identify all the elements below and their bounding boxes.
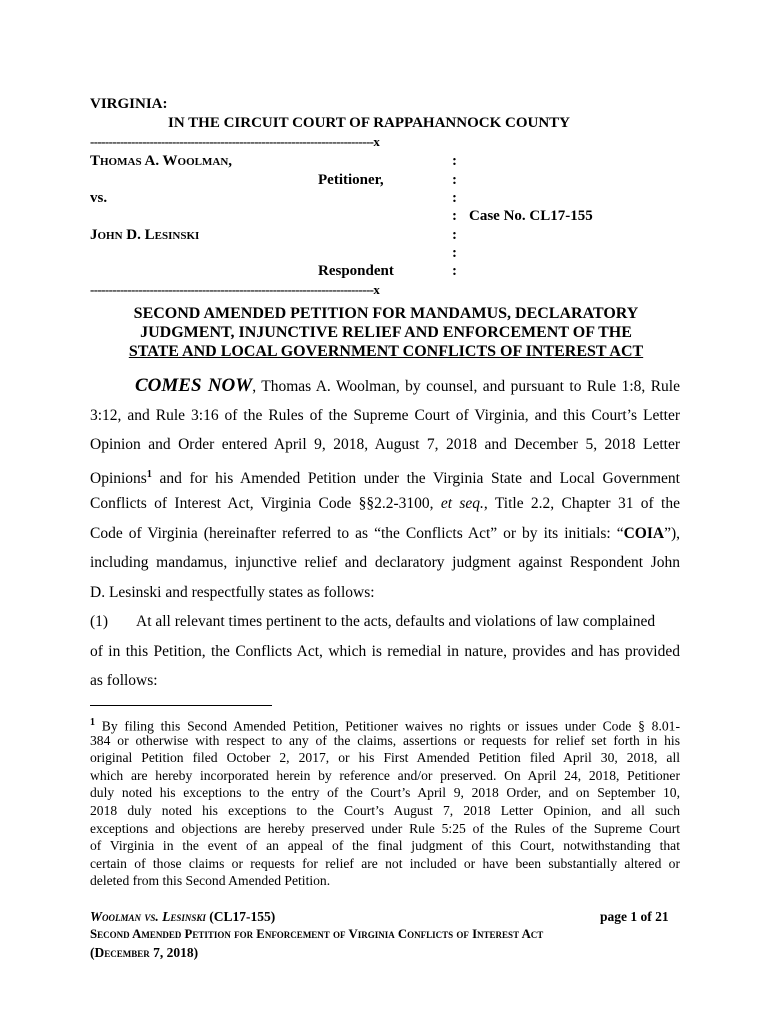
case-number: Case No. CL17-155 [469,208,593,224]
caption-colon: : [452,172,457,188]
body-text: , Thomas A. Woolman, by counsel, and pursuant to Rule 1:8, Rule [252,378,680,395]
body-text: Opinions [90,469,147,487]
body-line: as follows: [90,672,158,689]
coia-abbreviation: COIA [623,524,665,542]
body-line: including mandamus, injunctive relief and declaratory judgment against Respondent John [90,554,680,571]
body-text: Code of Virginia (hereinafter referred to as “the Conflicts Act” or by its initials: “ [90,524,624,542]
footer-date: (December 7, 2018) [90,945,199,960]
caption-colon: : [452,245,457,261]
caption-divider-bottom: ----------------------------------------------------------------------------x [90,282,380,297]
body-text: At all relevant times pertinent to the acts, defaults and violations of law complained [136,613,656,630]
body-text: ”), [664,524,680,542]
document-title-line-2: JUDGMENT, INJUNCTIVE RELIEF AND ENFORCEMENT OF THE [140,324,632,341]
body-text: and for his Amended Petition under the Virginia State and Local Government [151,469,680,487]
body-line: Opinion and Order entered April 9, 2018, August 7, 2018 and December 5, 2018 Letter [90,436,680,453]
body-line: of in this Petition, the Conflicts Act, which is remedial in nature, provides and has provided [90,642,680,660]
comes-now-phrase: COMES NOW [135,375,253,396]
footnote-separator [90,705,272,706]
footnote-line: 2018 duly noted his exceptions to the Court’s August 7, 2018 Letter Opinion, and all such [90,802,680,818]
body-line [90,519,680,549]
paragraph-number: (1) [90,613,109,630]
caption-colon: : [452,208,457,224]
footnote-line: which are hereby incorporated herein by reference and/or preserved. On April 24, 2018, Petitioner [90,767,680,783]
page-number: page 1 of 21 [600,909,669,924]
document-title-line-3-text: STATE AND LOCAL GOVERNMENT CONFLICTS OF INTEREST ACT [128,343,644,360]
footnote-line: certain of those claims or requests for relief are not included or have been substantially altered or [90,855,680,871]
footer-case-short [90,909,275,925]
document-title-line-1: SECOND AMENDED PETITION FOR MANDAMUS, DECLARATORY [133,305,639,322]
et-seq-italic: et seq. [440,495,484,512]
body-line: 3:12, and Rule 3:16 of the Rules of the Supreme Court of Virginia, and this Court’s Letter [90,406,680,424]
body-text: , Title 2.2, Chapter 31 of the [483,495,680,512]
footer-document-title: Second Amended Petition for Enforcement of Virginia Conflicts of Interest Act [90,927,544,941]
petition-body [90,371,680,696]
document-title-line-3 [90,343,682,361]
footnote-text: By filing this Second Amended Petition, Petitioner waives no rights or issues under Code § 8.01- [95,718,680,734]
footnote-marker: 1 [90,717,95,728]
caption-colon: : [452,263,457,279]
state-heading: VIRGINIA: [90,96,168,112]
footnote-line: 384 or otherwise with respect to any of the claims, assertions or requests for relief set forth in his [90,732,680,748]
footnote-line: of Virginia in the event of an appeal of the final judgment of this Court, notwithstanding that [90,838,680,854]
footnote-reference[interactable]: 1 [146,468,152,480]
body-line [90,489,680,519]
footnote-line [90,714,680,732]
paragraph-1-line [90,607,680,637]
body-line [90,460,680,490]
footnote-line: deleted from this Second Amended Petition. [90,873,331,889]
petitioner-name: Thomas A. Woolman, [90,153,233,169]
court-heading: IN THE CIRCUIT COURT OF RAPPAHANNOCK COUNTY [168,115,571,131]
petitioner-role: Petitioner, [318,172,384,188]
footer-case-parties: Woolman vs. Lesinski [90,909,206,924]
footnote-line: exceptions and objections are hereby preserved under Rule 5:25 of the Rules of the Supreme Court [90,820,680,836]
footer-case-number: (CL17-155) [205,909,276,924]
footnote [90,714,680,890]
caption-colon: : [452,190,457,206]
respondent-name: John D. Lesinski [90,227,200,243]
caption-colon: : [452,227,457,243]
footnote-line: original Petition filed October 2, 2017, or his First Amended Petition filed April 30, 2018, all [90,750,680,766]
caption-colon: : [452,153,457,169]
footnote-line: duly noted his exceptions to the entry of the Court’s April 9, 2018 Order, and on September 10, [90,785,680,801]
body-text: Conflicts of Interest Act, Virginia Code §§2.2-3100, [90,495,441,512]
versus-label: vs. [90,190,108,206]
respondent-role: Respondent [318,263,394,279]
body-line: D. Lesinski and respectfully states as follows: [90,583,375,601]
caption-divider-top: ----------------------------------------------------------------------------x [90,134,380,149]
body-line [90,371,680,401]
